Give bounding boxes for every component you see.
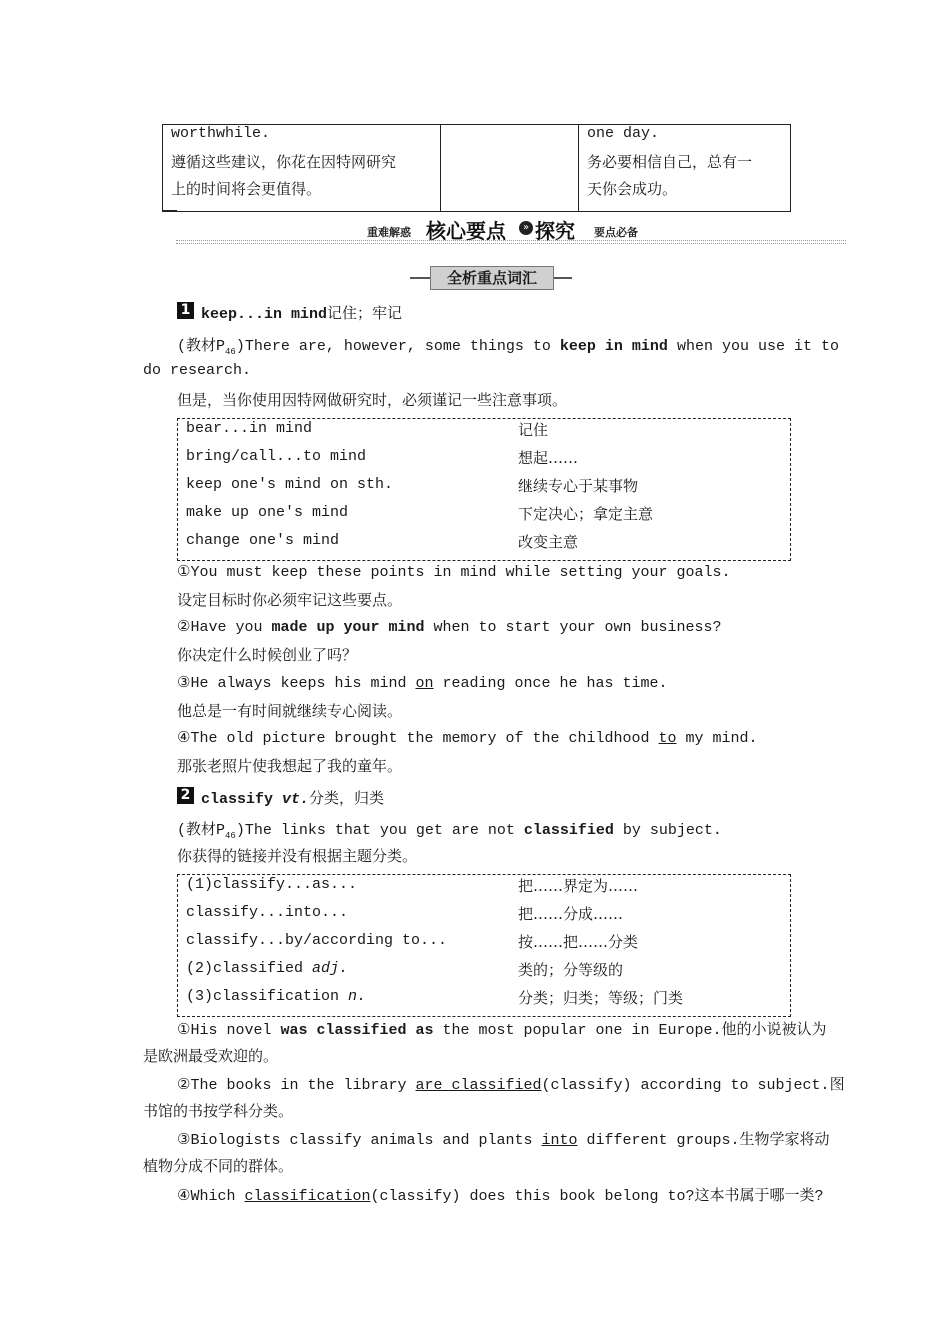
sentence-text: ④The old picture brought the memory of the childhood — [177, 730, 659, 747]
sentence-text: ④Which — [177, 1188, 245, 1205]
table-cell-text: 天你会成功。 — [587, 180, 678, 198]
top-table-col1 — [163, 125, 441, 211]
phrase-box — [177, 874, 791, 1017]
sentence-text: (classify) according to subject.图 — [541, 1077, 845, 1094]
example-sentence — [177, 1128, 830, 1149]
source-example — [177, 818, 722, 841]
phrase-cn: 类的；分等级的 — [518, 961, 624, 979]
source-example — [177, 334, 839, 357]
sentence-text: different groups.生物学家将动 — [577, 1132, 830, 1149]
section-divider — [176, 243, 846, 244]
phrase-cn: 按……把……分类 — [518, 933, 639, 951]
example-translation: 你决定什么时候创业了吗？ — [177, 646, 358, 664]
sentence-text: my mind. — [676, 730, 758, 747]
example-continuation: 书馆的书按学科分类。 — [143, 1102, 294, 1120]
item-heading-cn: 分类，归类 — [309, 789, 385, 807]
phrase-cn: 下定决心；拿定主意 — [518, 505, 654, 523]
section-title-a: 核心要点 — [426, 219, 506, 243]
item-heading-en: classify — [201, 791, 283, 808]
source-page: 46 — [225, 347, 236, 357]
sentence-text: (classify) does this book belong to?这本书属于哪一类? — [370, 1188, 824, 1205]
phrase-cn: 记住 — [518, 421, 549, 439]
chevron-right-icon: » — [519, 221, 533, 235]
example-translation: 你获得的链接并没有根据主题分类。 — [177, 847, 418, 865]
example-sentence — [177, 1184, 824, 1205]
example-translation: 设定目标时你必须牢记这些要点。 — [177, 591, 403, 609]
sentence-text: ③Biologists classify animals and plants — [177, 1132, 542, 1149]
source-prefix: (教材P — [177, 338, 226, 355]
sentence-text: when to start your own business? — [424, 619, 722, 636]
sentence-text: the most popular one in Europe.他的小说被认为 — [433, 1022, 827, 1039]
phrase-en — [186, 904, 348, 921]
example-text: when you use it to — [667, 338, 839, 355]
phrase-cn: 把……界定为…… — [518, 877, 639, 895]
phrase-en: keep one's mind on sth. — [186, 476, 394, 493]
source-page: 46 — [225, 831, 236, 841]
section-right-tag: 要点必备 — [594, 226, 638, 239]
sentence-text: ②The books in the library — [177, 1077, 416, 1094]
example-sentence — [177, 617, 722, 636]
sentence-keyword: made up your mind — [271, 619, 425, 636]
example-sentence — [177, 1018, 827, 1039]
item-heading — [201, 302, 402, 323]
item-heading — [201, 787, 384, 808]
phrase-pos: adj. — [312, 960, 349, 977]
example-sentence — [177, 728, 758, 747]
example-sentence — [177, 1073, 845, 1094]
sentence-answer: on — [415, 675, 434, 692]
example-translation: 那张老照片使我想起了我的童年。 — [177, 757, 403, 775]
phrase-en — [186, 876, 357, 893]
source-prefix: (教材P — [177, 822, 226, 839]
example-sentence — [177, 673, 668, 692]
phrase-en — [186, 960, 348, 977]
sentence-text: ①His novel — [177, 1022, 281, 1039]
example-text: by subject. — [613, 822, 722, 839]
sentence-text: reading once he has time. — [433, 675, 668, 692]
table-cell-text: worthwhile. — [171, 125, 271, 142]
table-corner-tick — [162, 210, 177, 211]
sentence-answer: are classified — [415, 1077, 542, 1094]
section-pill — [410, 266, 572, 290]
pill-label: 全析重点词汇 — [430, 266, 554, 290]
phrase-cn: 继续专心于某事物 — [518, 477, 639, 495]
item-number-badge: 1 — [177, 302, 194, 319]
phrase-cn: 分类；归类；等级；门类 — [518, 989, 684, 1007]
top-table-col2 — [441, 125, 579, 211]
sentence-keyword: was classified as — [280, 1022, 434, 1039]
section-divider — [176, 240, 846, 241]
example-keyword: classified — [523, 822, 614, 839]
phrase-cn: 把……分成…… — [518, 905, 624, 923]
source-suffix: ) — [235, 822, 245, 839]
sentence-answer: into — [541, 1132, 578, 1149]
example-translation: 他总是一有时间就继续专心阅读。 — [177, 702, 403, 720]
phrase-en — [186, 988, 366, 1005]
example-continuation: 是欧洲最受欢迎的。 — [143, 1047, 279, 1065]
example-text: The links that you get are not — [244, 822, 524, 839]
table-cell-text: 上的时间将会更值得。 — [171, 180, 322, 198]
phrase-en: bear...in mind — [186, 420, 313, 437]
phrase-en-text: (1)classify...as... — [186, 876, 358, 893]
phrase-en-text: (2)classified — [186, 960, 313, 977]
source-suffix: ) — [235, 338, 245, 355]
example-keyword: keep in mind — [559, 338, 668, 355]
section-left-tag: 重难解惑 — [367, 226, 411, 239]
phrase-cn: 想起…… — [518, 449, 579, 467]
phrase-en — [186, 932, 447, 949]
example-continuation: 植物分成不同的群体。 — [143, 1157, 294, 1175]
table-cell-text: 遵循这些建议，你花在因特网研究 — [171, 153, 397, 171]
section-title-b: 探究 — [535, 219, 575, 243]
phrase-en: bring/call...to mind — [186, 448, 367, 465]
sentence-answer: classification — [244, 1188, 371, 1205]
phrase-en: make up one's mind — [186, 504, 349, 521]
item-number-badge: 2 — [177, 787, 194, 804]
sentence-text: ③He always keeps his mind — [177, 675, 416, 692]
phrase-en-text: classify...by/according to... — [186, 932, 448, 949]
table-cell-text: 务必要相信自己，总有一 — [587, 153, 753, 171]
item-heading-en: keep...in mind — [201, 306, 328, 323]
top-table-col3 — [579, 125, 789, 211]
item-heading-pos: vt. — [282, 791, 310, 808]
item-heading-cn: 记住；牢记 — [327, 304, 403, 322]
example-translation: 但是，当你使用因特网做研究时，必须谨记一些注意事项。 — [177, 391, 568, 409]
top-table — [162, 124, 791, 212]
sentence-answer: to — [658, 730, 677, 747]
example-text: There are, however, some things to — [244, 338, 560, 355]
phrase-en: change one's mind — [186, 532, 340, 549]
example-continuation: do research. — [143, 362, 252, 379]
example-sentence: ①You must keep these points in mind while setting your goals. — [177, 564, 731, 581]
phrase-box — [177, 418, 791, 561]
phrase-pos: n. — [348, 988, 367, 1005]
phrase-en-text: (3)classification — [186, 988, 349, 1005]
phrase-en-text: classify...into... — [186, 904, 349, 921]
table-cell-text: one day. — [587, 125, 660, 142]
phrase-cn: 改变主意 — [518, 533, 579, 551]
sentence-text: ②Have you — [177, 619, 272, 636]
